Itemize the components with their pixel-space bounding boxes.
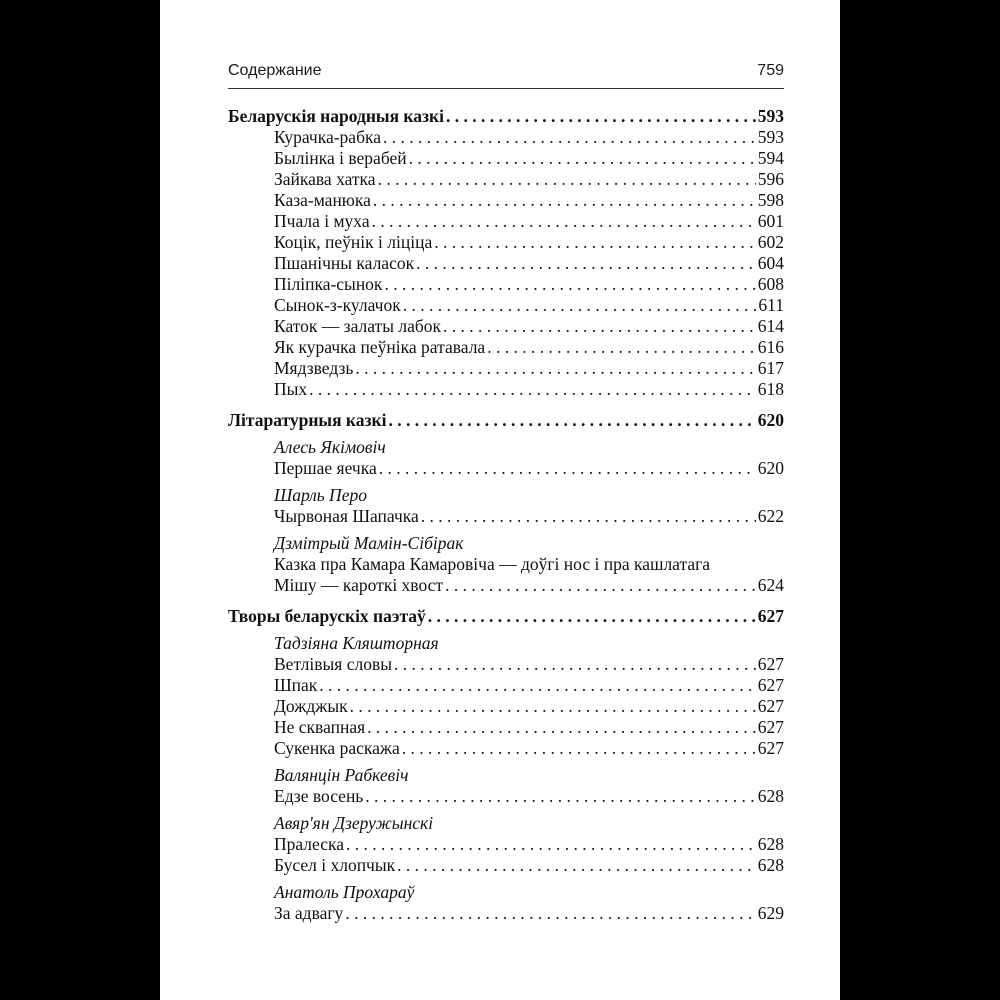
toc-entry	[274, 316, 784, 337]
entry-page: 614	[757, 316, 784, 336]
toc-entry	[274, 295, 784, 316]
dot-leader	[388, 410, 755, 431]
toc-entry	[274, 903, 784, 924]
author-name: Тадзіяна Кляшторная	[274, 633, 439, 653]
entry-title: Едзе восень	[274, 786, 364, 806]
dot-leader	[445, 575, 756, 596]
toc-entry	[274, 148, 784, 169]
toc-section	[228, 106, 784, 127]
section-page: 620	[757, 410, 784, 430]
toc-entry	[274, 696, 784, 717]
entry-page: 624	[757, 575, 784, 595]
dot-leader	[383, 127, 756, 148]
section-title: Літаратурныя казкі	[228, 410, 387, 430]
section-page: 627	[757, 606, 784, 626]
author-name: Дзмітрый Мамін-Сібірак	[274, 533, 464, 553]
entry-page: 611	[758, 295, 784, 315]
spacer	[228, 400, 784, 410]
entry-title: Мішу — кароткі хвост	[274, 575, 444, 595]
entry-page: 628	[757, 834, 784, 854]
dot-leader	[378, 169, 756, 190]
dot-leader	[402, 738, 756, 759]
entry-title: Пiлiпка-сынок	[274, 274, 383, 294]
entry-page: 616	[757, 337, 784, 357]
section-entries	[228, 627, 784, 924]
dot-leader	[372, 211, 756, 232]
spacer	[228, 596, 784, 606]
entry-title: Былінка і верабей	[274, 148, 407, 168]
entry-title: Каток — залаты лабок	[274, 316, 441, 336]
toc-entry	[274, 675, 784, 696]
toc-entry	[274, 274, 784, 295]
entry-title: Пых	[274, 379, 308, 399]
entry-title: Пралеска	[274, 834, 345, 854]
toc-entry	[274, 717, 784, 738]
entry-title: Першае яечка	[274, 458, 377, 478]
entry-page: 618	[757, 379, 784, 399]
toc-entry	[274, 358, 784, 379]
dot-leader	[309, 379, 756, 400]
dot-leader	[421, 506, 756, 527]
toc-section	[228, 410, 784, 431]
toc-section	[228, 606, 784, 627]
toc-entry	[274, 738, 784, 759]
entry-title: Не сквапная	[274, 717, 366, 737]
dot-leader	[416, 253, 756, 274]
entry-page: 594	[757, 148, 784, 168]
entry-title: За адвагу	[274, 903, 344, 923]
toc-entry	[274, 834, 784, 855]
dot-leader	[345, 903, 755, 924]
toc-entry	[274, 337, 784, 358]
entry-title: Пшанічны каласок	[274, 253, 415, 273]
table-of-contents	[228, 106, 784, 924]
entry-title: Сукенка раскажа	[274, 738, 400, 758]
entry-title: Зайкава хатка	[274, 169, 376, 189]
dot-leader	[379, 458, 756, 479]
toc-entry	[274, 379, 784, 400]
entry-page: 628	[757, 855, 784, 875]
dot-leader	[355, 358, 755, 379]
author-name: Шарль Перо	[274, 485, 367, 505]
toc-entry	[274, 506, 784, 527]
dot-leader	[319, 675, 755, 696]
entry-title: Каза-манюка	[274, 190, 371, 210]
toc-entry	[274, 575, 784, 596]
entry-page: 593	[757, 127, 784, 147]
dot-leader	[365, 786, 755, 807]
section-title: Творы беларускіх паэтаў	[228, 606, 426, 626]
entry-page: 627	[757, 654, 784, 674]
entry-page: 602	[757, 232, 784, 252]
entry-title: Ветлівыя словы	[274, 654, 392, 674]
entry-title: Як курачка пеўніка ратавала	[274, 337, 486, 357]
toc-entry	[274, 786, 784, 807]
entry-page: 608	[757, 274, 784, 294]
entry-title: Сынок-з-кулачок	[274, 295, 401, 315]
entry-title: Дожджык	[274, 696, 348, 716]
dot-leader	[487, 337, 756, 358]
book-page	[160, 0, 840, 1000]
header-rule	[228, 88, 784, 89]
dot-leader	[443, 316, 756, 337]
dot-leader	[446, 106, 756, 127]
section-entries	[228, 431, 784, 596]
entry-title: Коцік, пеўнік і ліціца	[274, 232, 433, 252]
entry-page: 601	[757, 211, 784, 231]
entry-title: Пчала і муха	[274, 211, 370, 231]
entry-title: Шпак	[274, 675, 318, 695]
entry-page: 617	[757, 358, 784, 378]
dot-leader	[434, 232, 756, 253]
toc-entry	[274, 127, 784, 148]
page-number: 759	[757, 62, 784, 79]
toc-entry	[274, 855, 784, 876]
dot-leader	[367, 717, 756, 738]
dot-leader	[409, 148, 756, 169]
toc-entry	[274, 458, 784, 479]
section-page: 593	[757, 106, 784, 126]
toc-entry	[274, 232, 784, 253]
entry-title: Бусел і хлопчык	[274, 855, 396, 875]
toc-entry	[274, 190, 784, 211]
section-title: Беларускія народныя казкі	[228, 106, 444, 126]
entry-title: Мядзведзь	[274, 358, 354, 378]
entry-page: 596	[757, 169, 784, 189]
author-name: Анатоль Прохараў	[274, 882, 415, 902]
toc-entry	[274, 211, 784, 232]
toc-entry	[274, 169, 784, 190]
running-head-title: Содержание	[228, 62, 322, 79]
section-entries	[228, 127, 784, 400]
dot-leader	[394, 654, 756, 675]
dot-leader	[384, 274, 755, 295]
entry-page: 627	[757, 738, 784, 758]
entry-page: 598	[757, 190, 784, 210]
entry-page: 627	[757, 717, 784, 737]
dot-leader	[397, 855, 756, 876]
entry-page: 627	[757, 675, 784, 695]
dot-leader	[403, 295, 757, 316]
author-name: Алесь Якімовіч	[274, 437, 386, 457]
entry-page: 620	[757, 458, 784, 478]
entry-page: 629	[757, 903, 784, 923]
entry-page: 622	[757, 506, 784, 526]
entry-page: 627	[757, 696, 784, 716]
entry-title: Курачка-рабка	[274, 127, 381, 147]
dot-leader	[346, 834, 756, 855]
entry-title: Чырвоная Шапачка	[274, 506, 419, 526]
entry-page: 628	[757, 786, 784, 806]
dot-leader	[373, 190, 756, 211]
running-head	[228, 62, 784, 84]
dot-leader	[350, 696, 756, 717]
author-name: Авяр'ян Дзеружынскі	[274, 813, 434, 833]
entry-page: 604	[757, 253, 784, 273]
toc-entry	[274, 253, 784, 274]
entry-title-line: Казка пра Камара Камаровіча — доўгі нос і пра кашлатага	[274, 554, 711, 574]
author-name: Валянцін Рабкевіч	[274, 765, 409, 785]
toc-entry	[274, 654, 784, 675]
dot-leader	[428, 606, 756, 627]
